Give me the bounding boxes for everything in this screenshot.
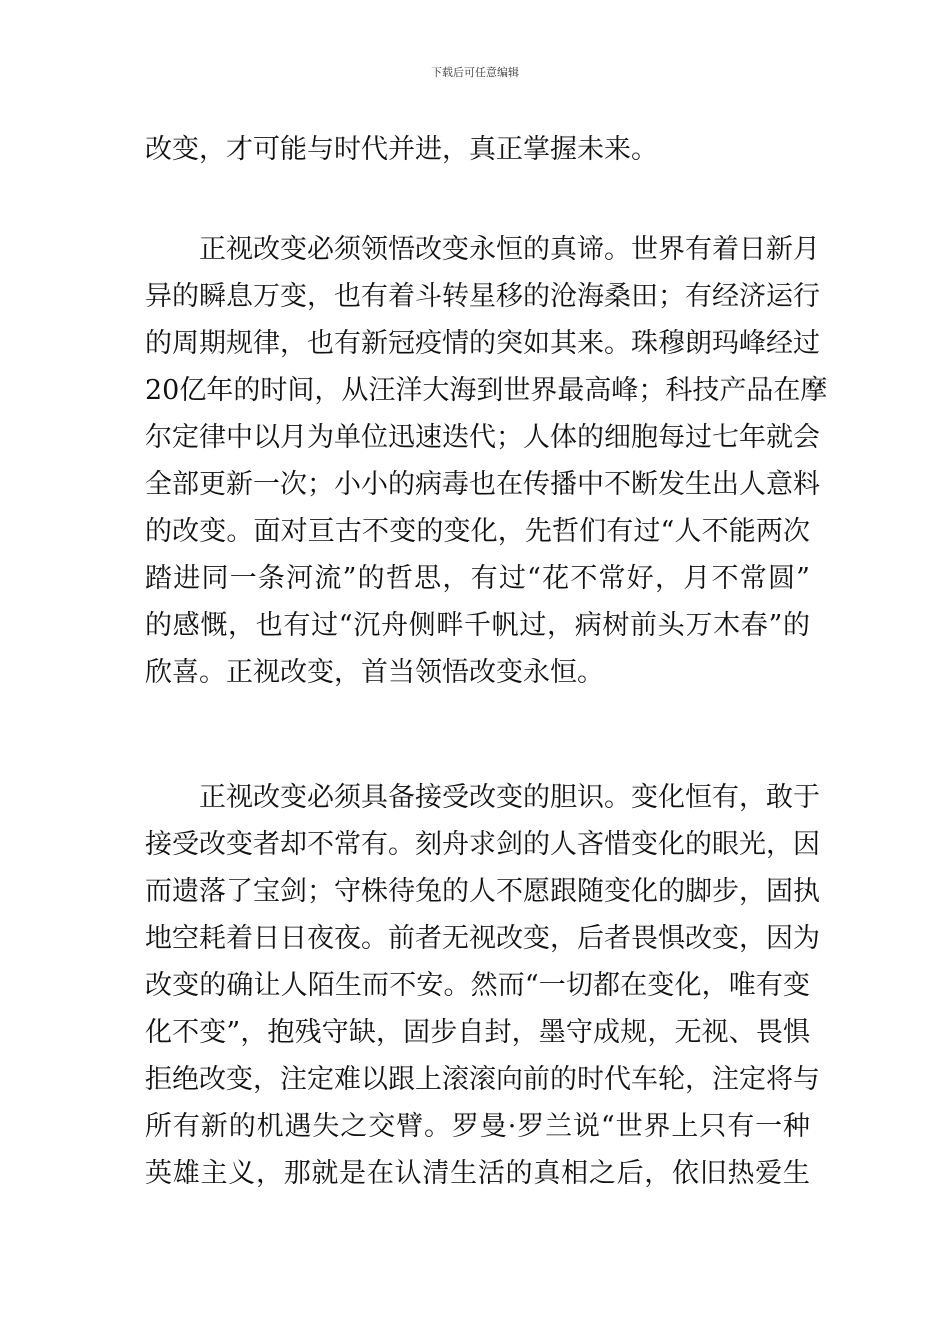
- paragraph-line: 拒绝改变，注定难以跟上滚滚向前的时代车轮，注定将与: [145, 1064, 820, 1095]
- paragraph-line: 地空耗着日日夜夜。前者无视改变，后者畏惧改变，因为: [145, 923, 820, 954]
- paragraph-line: 正视改变必须具备接受改变的胆识。变化恒有，敢于: [199, 782, 820, 813]
- paragraph-line: 改变，才可能与时代并进，真正掌握未来。: [145, 134, 658, 165]
- paragraph-line: 欣喜。正视改变，首当领悟改变永恒。: [145, 657, 604, 688]
- paragraph-line: 改变的确让人陌生而不安。然而“一切都在变化，唯有变: [145, 970, 810, 1001]
- paragraph-line: 英雄主义，那就是在认清生活的真相之后，依旧热爱生: [145, 1158, 810, 1189]
- page-header: 下载后可任意编辑: [431, 66, 519, 79]
- paragraph-line: 的感慨，也有过“沉舟侧畔千帆过，病树前头万木春”的: [145, 610, 810, 641]
- paragraph-line: 全部更新一次；小小的病毒也在传播中不断发生出人意料: [145, 469, 820, 500]
- paragraph-line: 正视改变必须领悟改变永恒的真谛。世界有着日新月: [199, 234, 820, 265]
- paragraph-line: 的改变。面对亘古不变的变化，先哲们有过“人不能两次: [145, 516, 810, 547]
- paragraph-line: 异的瞬息万变，也有着斗转星移的沧海桑田；有经济运行: [145, 281, 820, 312]
- paragraph-line: 尔定律中以月为单位迅速迭代；人体的细胞每过七年就会: [145, 422, 820, 453]
- paragraph-line: 所有新的机遇失之交臂。罗曼·罗兰说“世界上只有一种: [145, 1111, 810, 1142]
- paragraph-line: 化不变”，抱残守缺，固步自封，墨守成规，无视、畏惧: [145, 1017, 810, 1048]
- paragraph-line: 而遗落了宝剑；守株待兔的人不愿跟随变化的脚步，固执: [145, 876, 820, 907]
- paragraph-line: 接受改变者却不常有。刻舟求剑的人吝惜变化的眼光，因: [145, 829, 820, 860]
- paragraph-line: 20亿年的时间，从汪洋大海到世界最高峰；科技产品在摩: [145, 375, 828, 406]
- paragraph-line: 的周期规律，也有新冠疫情的突如其来。珠穆朗玛峰经过: [145, 328, 820, 359]
- paragraph-line: 踏进同一条河流”的哲思，有过“花不常好，月不常圆”: [145, 563, 810, 594]
